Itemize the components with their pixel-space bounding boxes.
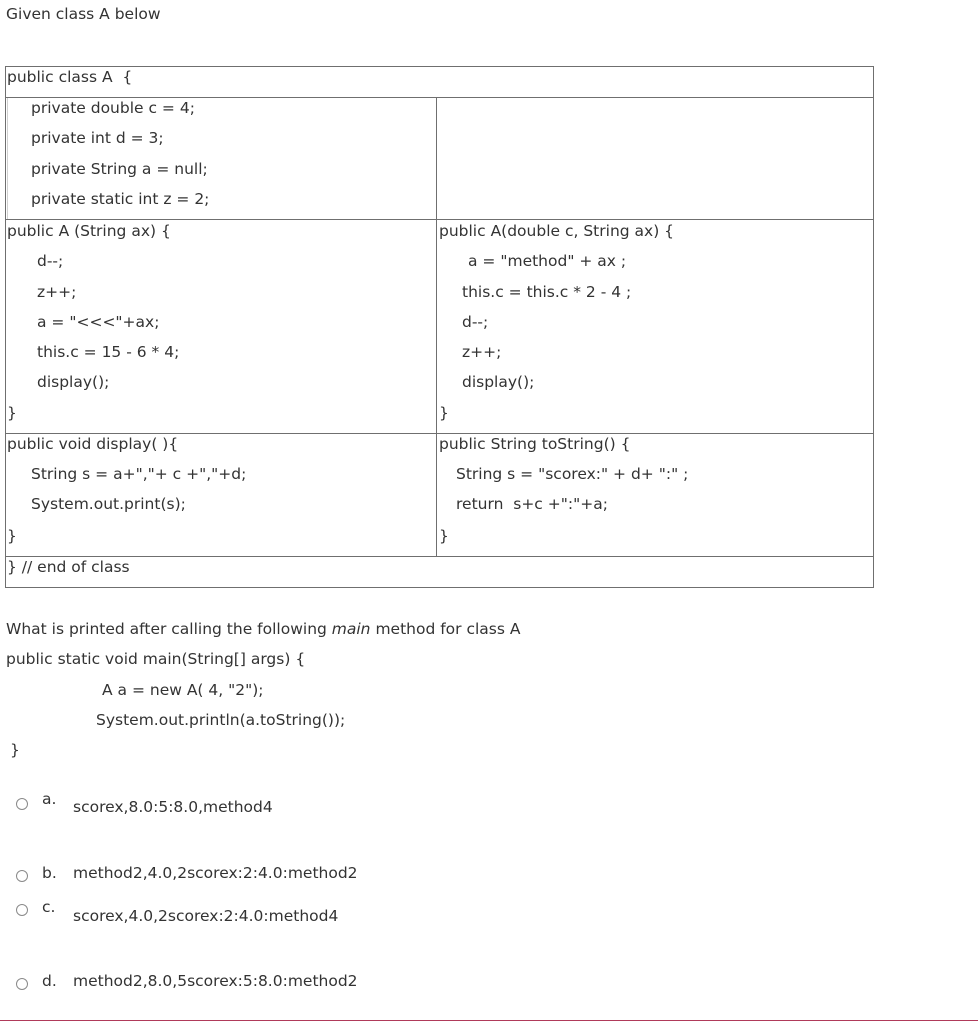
tostring-signature: public String toString() { xyxy=(439,435,631,453)
option-text: scorex,4.0,2scorex:2:4.0:method4 xyxy=(73,907,339,925)
question-text: What is printed after calling the following main method for class A xyxy=(6,620,521,638)
main-signature: public static void main(String[] args) { xyxy=(6,650,306,668)
radio-icon[interactable] xyxy=(16,798,28,810)
option-letter: d. xyxy=(42,972,57,990)
ctor2-line: display(); xyxy=(462,373,535,391)
intro-text: Given class A below xyxy=(6,5,161,23)
ctor1-line: z++; xyxy=(37,283,77,301)
display-close: } xyxy=(7,527,17,545)
ctor1-line: this.c = 15 - 6 * 4; xyxy=(37,343,180,361)
row-divider xyxy=(6,219,873,220)
ctor2-line: a = "method" + ax ; xyxy=(468,252,627,270)
field-line: private static int z = 2; xyxy=(31,190,210,208)
option-text: method2,8.0,5scorex:5:8.0:method2 xyxy=(73,972,358,990)
tostring-line: String s = "scorex:" + d+ ":" ; xyxy=(456,465,689,483)
class-end: } // end of class xyxy=(7,558,130,576)
display-line: System.out.print(s); xyxy=(31,495,186,513)
ctor1-signature: public A (String ax) { xyxy=(7,222,171,240)
ctor2-line: this.c = this.c * 2 - 4 ; xyxy=(462,283,632,301)
tostring-line: return s+c +":"+a; xyxy=(456,495,608,513)
field-line: private double c = 4; xyxy=(31,99,195,117)
class-header: public class A { xyxy=(7,68,133,86)
ctor2-line: z++; xyxy=(462,343,502,361)
main-line: System.out.println(a.toString()); xyxy=(96,711,346,729)
option-letter: c. xyxy=(42,898,56,916)
radio-icon[interactable] xyxy=(16,978,28,990)
main-close: } xyxy=(10,741,20,759)
question-italic: main xyxy=(331,620,371,638)
option-letter: b. xyxy=(42,864,57,882)
option-text: method2,4.0,2scorex:2:4.0:method2 xyxy=(73,864,358,882)
bottom-divider xyxy=(0,1020,978,1021)
tostring-close: } xyxy=(439,527,449,545)
option-text: scorex,8.0:5:8.0,method4 xyxy=(73,798,273,816)
radio-icon[interactable] xyxy=(16,904,28,916)
column-divider xyxy=(436,97,437,556)
ctor1-line: d--; xyxy=(37,252,64,270)
display-line: String s = a+","+ c +","+d; xyxy=(31,465,247,483)
row-divider xyxy=(6,556,873,557)
option-letter: a. xyxy=(42,790,57,808)
ctor1-line: display(); xyxy=(37,373,110,391)
ctor1-close: } xyxy=(7,404,17,422)
display-signature: public void display( ){ xyxy=(7,435,179,453)
field-line: private int d = 3; xyxy=(31,129,164,147)
field-line: private String a = null; xyxy=(31,160,208,178)
ctor1-line: a = "<<<"+ax; xyxy=(37,313,160,331)
ctor2-line: d--; xyxy=(462,313,489,331)
ctor2-signature: public A(double c, String ax) { xyxy=(439,222,675,240)
main-line: A a = new A( 4, "2"); xyxy=(102,681,264,699)
ctor2-close: } xyxy=(439,404,449,422)
radio-icon[interactable] xyxy=(16,870,28,882)
